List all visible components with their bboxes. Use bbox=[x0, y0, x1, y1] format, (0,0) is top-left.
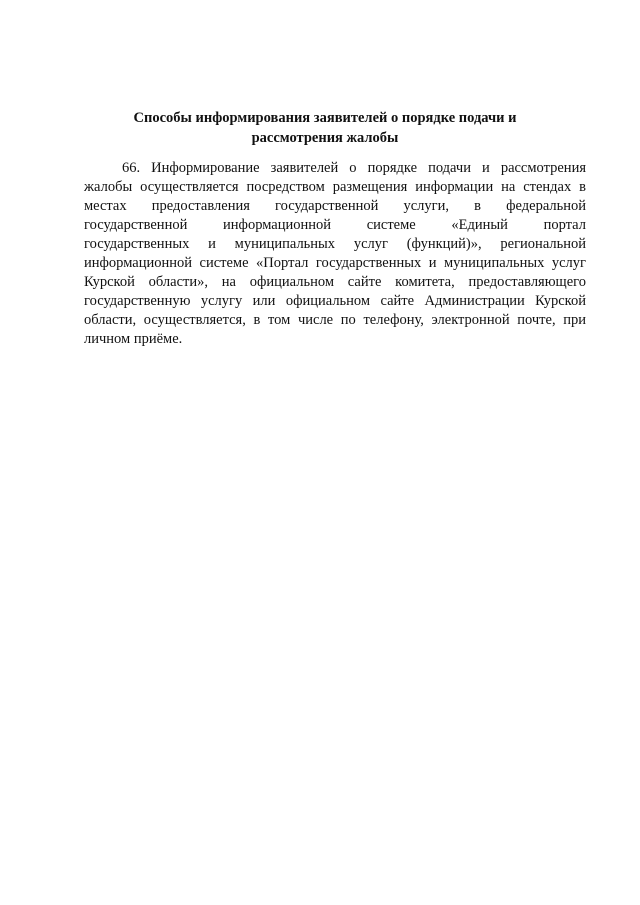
paragraph-line: информационной системе «Портал государственных и муниципальных услуг bbox=[84, 255, 586, 271]
paragraph-line: жалобы осуществляется посредством размещения информации на стендах в bbox=[84, 179, 586, 195]
heading-line-2: рассмотрения жалобы bbox=[251, 130, 399, 146]
paragraph-line: местах предоставления государственной услуги, в федеральной bbox=[84, 198, 586, 214]
paragraph-line: области, осуществляется, в том числе по телефону, электронной почте, при bbox=[84, 312, 586, 328]
paragraph-line: государственную услугу или официальном сайте Администрации Курской bbox=[84, 293, 586, 309]
section-heading bbox=[100, 108, 550, 148]
paragraph-66 bbox=[84, 159, 586, 349]
paragraph-line: государственных и муниципальных услуг (функций)», региональной bbox=[84, 236, 586, 252]
paragraph-line: Курской области», на официальном сайте комитета, предоставляющего bbox=[84, 274, 586, 290]
heading-line-1: Способы информирования заявителей о порядке подачи и bbox=[133, 110, 517, 126]
paragraph-line: государственной информационной системе «Единый портал bbox=[84, 217, 586, 233]
paragraph-line: 66. Информирование заявителей о порядке подачи и рассмотрения bbox=[122, 160, 586, 176]
paragraph-line: личном приёме. bbox=[84, 331, 183, 347]
